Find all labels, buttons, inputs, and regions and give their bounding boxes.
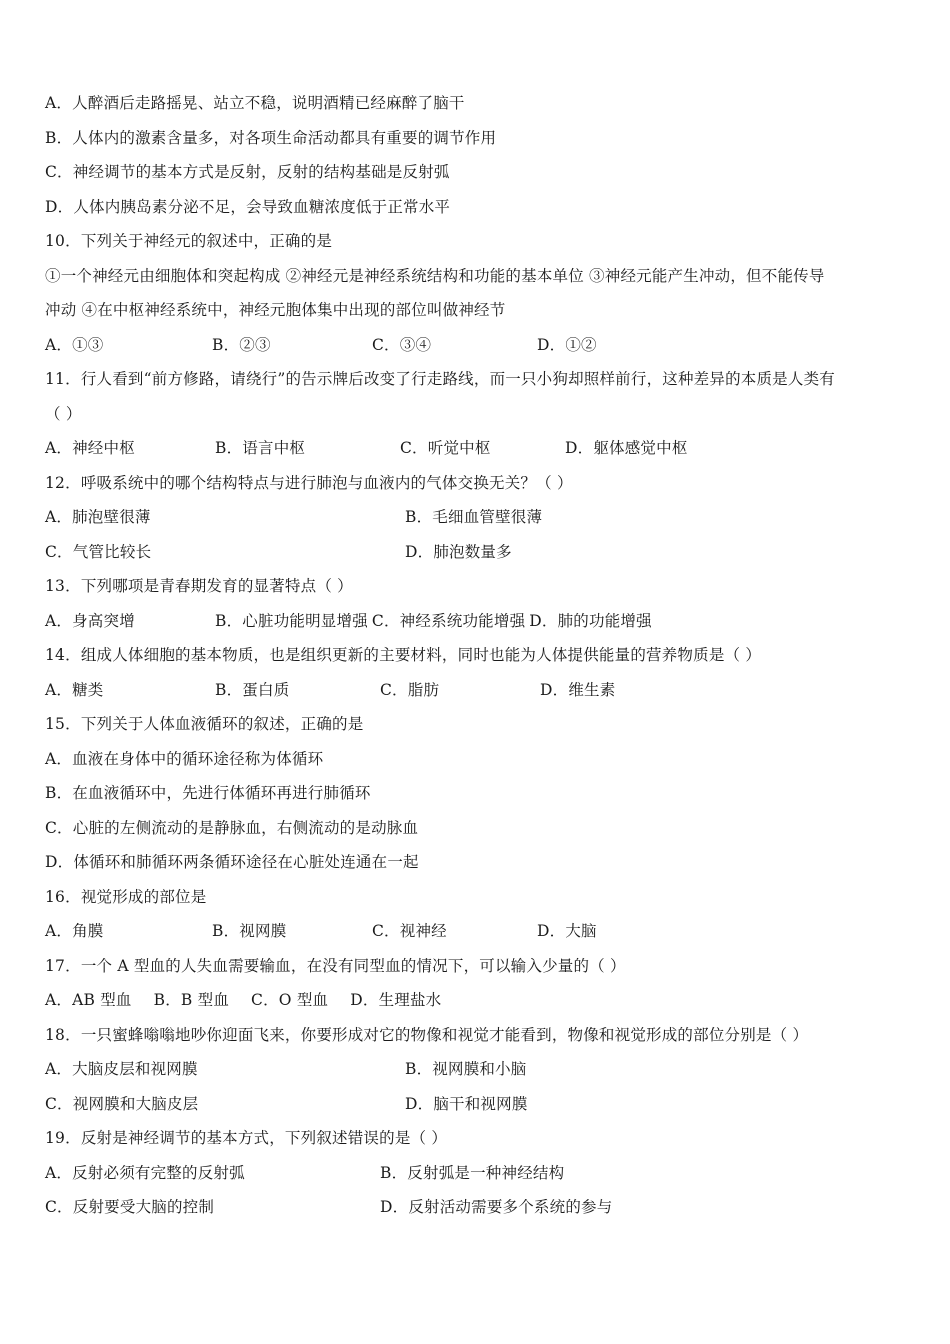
option-label: A． xyxy=(45,94,73,112)
option-row xyxy=(45,1052,905,1087)
option-row xyxy=(45,845,905,880)
question-stem xyxy=(45,707,905,742)
option-d xyxy=(405,1087,528,1122)
option-b xyxy=(215,604,368,639)
option-row xyxy=(45,776,905,811)
option-label: C． xyxy=(372,922,400,940)
option-label: D． xyxy=(537,922,566,940)
question-stem-text: 视觉形成的部位是 xyxy=(80,887,207,906)
question-stem xyxy=(45,1121,905,1156)
option-text: 心脏功能明显增强 xyxy=(242,611,368,630)
option-c xyxy=(251,983,328,1018)
option-row xyxy=(45,811,905,846)
option-text: 神经调节的基本方式是反射，反射的结构基础是反射弧 xyxy=(72,163,450,181)
option-d xyxy=(537,328,597,363)
option-text: ③④ xyxy=(399,335,432,354)
question-block-q18 xyxy=(45,1018,905,1122)
option-row xyxy=(45,914,905,949)
option-text: 脑干和视网膜 xyxy=(433,1094,528,1113)
option-label: B． xyxy=(212,922,240,940)
question-number: 16． xyxy=(45,887,81,906)
question-stem-text: 下列关于神经元的叙述中，正确的是 xyxy=(80,232,333,250)
option-c xyxy=(45,1087,405,1122)
question-stem-text: 呼吸系统中的哪个结构特点与进行肺泡与血液内的气体交换无关？（ ） xyxy=(80,473,573,492)
option-c xyxy=(372,914,537,949)
question-stem-text: 下列哪项是青春期发育的显著特点（ ） xyxy=(80,577,353,595)
option-text: O 型血 xyxy=(278,991,329,1009)
option-text: 语言中枢 xyxy=(242,439,306,457)
option-label: C． xyxy=(45,1198,73,1216)
option-label: B． xyxy=(45,128,73,147)
option-row xyxy=(45,673,905,708)
option-label: B． xyxy=(153,991,181,1009)
question-number: 13． xyxy=(45,577,81,595)
option-d xyxy=(565,431,688,466)
question-number: 18． xyxy=(45,1025,81,1044)
question-stem xyxy=(45,466,905,501)
option-label: A． xyxy=(45,922,73,940)
option-label: D． xyxy=(565,439,594,457)
option-text: 听觉中枢 xyxy=(427,439,491,457)
option-d xyxy=(537,914,597,949)
option-text: 视网膜和小脑 xyxy=(432,1060,527,1078)
option-a xyxy=(45,500,405,535)
option-b xyxy=(215,431,400,466)
option-text: 肺的功能增强 xyxy=(557,611,652,630)
option-d xyxy=(540,673,615,708)
option-label: C． xyxy=(251,991,279,1009)
option-d xyxy=(529,604,652,639)
question-block-q15 xyxy=(45,707,905,880)
option-text: 体循环和肺循环两条循环途径在心脏处连通在一起 xyxy=(73,853,419,871)
question-stem-text: 行人看到“前方修路，请绕行”的告示牌后改变了行走路线，而一只小狗却照样前行，这种差异的本质是人类有 xyxy=(80,370,835,388)
question-number: 19． xyxy=(45,1129,81,1147)
option-a xyxy=(45,1156,380,1191)
question-stem xyxy=(45,638,905,673)
option-label: B． xyxy=(405,508,433,526)
option-label: A． xyxy=(45,439,73,457)
option-b xyxy=(380,1156,564,1191)
option-label: A． xyxy=(45,508,73,526)
option-text: 毛细血管壁很薄 xyxy=(432,508,543,526)
option-label: B． xyxy=(215,680,243,699)
option-label: C． xyxy=(380,680,408,699)
option-label: D． xyxy=(529,611,558,630)
option-b xyxy=(154,983,229,1018)
option-text: ①③ xyxy=(72,335,104,354)
option-a xyxy=(45,1052,405,1087)
question-stem-line-2: （ ） xyxy=(45,404,82,423)
option-row xyxy=(45,500,905,535)
option-label: A． xyxy=(45,335,73,354)
question-block-q13 xyxy=(45,569,905,638)
option-text: 肺泡数量多 xyxy=(433,542,512,561)
option-label: B． xyxy=(215,439,243,457)
option-text: 反射要受大脑的控制 xyxy=(72,1198,215,1216)
option-d xyxy=(350,983,441,1018)
question-number: 17． xyxy=(45,956,81,975)
option-text: 神经系统功能增强 xyxy=(399,611,526,630)
option-label: C． xyxy=(400,439,428,457)
option-row xyxy=(45,1190,905,1225)
option-text: AB 型血 xyxy=(72,991,132,1009)
option-text: 肺泡壁很薄 xyxy=(72,508,151,526)
option-label: D． xyxy=(405,542,434,561)
option-row xyxy=(45,155,905,190)
question-stem xyxy=(45,949,905,984)
option-row xyxy=(45,121,905,156)
option-label: A． xyxy=(45,749,73,768)
option-d xyxy=(405,535,512,570)
option-b xyxy=(405,500,542,535)
option-a xyxy=(45,673,215,708)
question-substem-line-1: ①一个神经元由细胞体和突起构成 ②神经元是神经系统结构和功能的基本单位 ③神经元能产生冲动，但不能传导 xyxy=(45,266,825,285)
option-text: 人体内的激素含量多，对各项生命活动都具有重要的调节作用 xyxy=(72,128,497,147)
option-a xyxy=(45,914,212,949)
option-a xyxy=(45,983,132,1018)
option-text: 糖类 xyxy=(72,680,104,699)
option-b xyxy=(212,914,372,949)
question-block-q10 xyxy=(45,224,905,362)
question-stem-text: 一只蜜蜂嗡嗡地吵你迎面飞来，你要形成对它的物像和视觉才能看到，物像和视觉形成的部位分别是（ ） xyxy=(80,1025,809,1044)
option-text: 反射必须有完整的反射弧 xyxy=(72,1163,245,1182)
option-text: 人体内胰岛素分泌不足，会导致血糖浓度低于正常水平 xyxy=(73,197,451,216)
option-row xyxy=(45,328,905,363)
option-text: 生理盐水 xyxy=(378,991,442,1009)
option-a xyxy=(45,604,215,639)
option-row xyxy=(45,86,905,121)
option-text: 神经中枢 xyxy=(72,439,135,457)
question-stem-text: 一个 A 型血的人失血需要输血，在没有同型血的情况下，可以输入少量的（ ） xyxy=(80,956,626,975)
option-label: B． xyxy=(405,1060,433,1078)
option-row xyxy=(45,742,905,777)
option-label: D． xyxy=(45,853,74,871)
question-stem-line-1 xyxy=(45,362,905,397)
option-label: D． xyxy=(380,1198,409,1216)
option-label: B． xyxy=(212,335,240,354)
question-number: 12． xyxy=(45,473,81,492)
question-stem xyxy=(45,880,905,915)
option-label: C． xyxy=(45,818,73,837)
option-text: 蛋白质 xyxy=(242,680,290,699)
option-label: C． xyxy=(45,1094,73,1113)
option-a xyxy=(45,328,212,363)
option-label: C． xyxy=(45,542,73,561)
option-label: A． xyxy=(45,680,73,699)
option-row xyxy=(45,1156,905,1191)
question-stem xyxy=(45,224,905,259)
option-a xyxy=(45,431,215,466)
option-text: 气管比较长 xyxy=(72,542,152,561)
option-c xyxy=(45,535,405,570)
question-number: 10． xyxy=(45,232,81,250)
question-block-q17 xyxy=(45,949,905,1018)
option-text: 角膜 xyxy=(72,922,104,940)
option-label: B． xyxy=(45,784,73,802)
option-label: C． xyxy=(371,611,400,630)
question-stem-text: 下列关于人体血液循环的叙述，正确的是 xyxy=(80,715,364,733)
option-label: A． xyxy=(45,1163,73,1182)
option-b xyxy=(215,673,380,708)
option-label: B． xyxy=(380,1163,408,1182)
question-block-q16 xyxy=(45,880,905,949)
option-row xyxy=(45,535,905,570)
option-c xyxy=(372,604,525,639)
question-block-q9-options xyxy=(45,86,905,224)
option-label: D． xyxy=(350,991,379,1009)
option-text: 维生素 xyxy=(568,680,616,699)
option-text: 在血液循环中，先进行体循环再进行肺循环 xyxy=(72,784,371,802)
question-stem xyxy=(45,569,905,604)
option-text: 反射活动需要多个系统的参与 xyxy=(408,1198,613,1216)
option-text: 大脑 xyxy=(565,922,597,940)
question-stem xyxy=(45,1018,905,1053)
question-number: 15． xyxy=(45,715,81,733)
option-c xyxy=(380,673,540,708)
option-label: A． xyxy=(45,611,73,630)
option-text: 血液在身体中的循环途径称为体循环 xyxy=(72,749,324,768)
option-label: B． xyxy=(215,611,243,630)
question-stem-text: 反射是神经调节的基本方式，下列叙述错误的是（ ） xyxy=(80,1129,448,1147)
question-block-q14 xyxy=(45,638,905,707)
option-label: D． xyxy=(540,680,569,699)
option-label: C． xyxy=(45,163,73,181)
option-text: 视网膜 xyxy=(239,922,287,940)
question-number: 14． xyxy=(45,646,81,664)
option-row xyxy=(45,1087,905,1122)
option-label: D． xyxy=(537,335,566,354)
option-text: 视神经 xyxy=(399,922,447,940)
option-row xyxy=(45,431,905,466)
option-text: B 型血 xyxy=(180,991,230,1009)
option-text: ②③ xyxy=(239,335,271,354)
option-d xyxy=(380,1190,612,1225)
option-text: ①② xyxy=(565,335,597,354)
question-number: 11． xyxy=(45,370,81,388)
question-stem-text: 组成人体细胞的基本物质，也是组织更新的主要材料，同时也能为人体提供能量的营养物质是（ ） xyxy=(80,646,762,664)
option-label: D． xyxy=(405,1094,434,1113)
option-b xyxy=(405,1052,527,1087)
option-b xyxy=(212,328,372,363)
option-label: A． xyxy=(45,991,73,1009)
option-text: 脂肪 xyxy=(407,680,440,699)
option-c xyxy=(45,1190,380,1225)
option-text: 反射弧是一种神经结构 xyxy=(407,1163,565,1182)
question-block-q12 xyxy=(45,466,905,570)
option-label: C． xyxy=(372,335,400,354)
option-text: 视网膜和大脑皮层 xyxy=(72,1094,199,1113)
option-row xyxy=(45,983,905,1018)
option-label: D． xyxy=(45,197,74,216)
option-row xyxy=(45,604,905,639)
option-text: 躯体感觉中枢 xyxy=(593,439,688,457)
option-text: 大脑皮层和视网膜 xyxy=(72,1060,198,1078)
question-block-q19 xyxy=(45,1121,905,1225)
option-text: 心脏的左侧流动的是静脉血，右侧流动的是动脉血 xyxy=(72,818,419,837)
question-block-q11 xyxy=(45,362,905,466)
option-label: A． xyxy=(45,1060,73,1078)
option-c xyxy=(400,431,565,466)
option-text: 身高突增 xyxy=(72,611,135,630)
option-row xyxy=(45,190,905,225)
option-text: 人醉酒后走路摇晃、站立不稳，说明酒精已经麻醉了脑干 xyxy=(72,94,465,112)
question-substem-line-2: 冲动 ④在中枢神经系统中，神经元胞体集中出现的部位叫做神经节 xyxy=(45,301,506,319)
option-c xyxy=(372,328,537,363)
